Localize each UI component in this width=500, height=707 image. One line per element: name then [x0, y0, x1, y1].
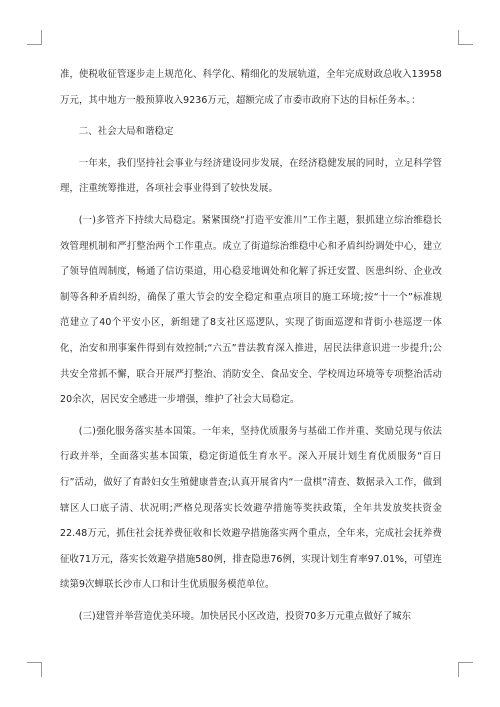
paragraph-stability-measures: (一)多管齐下持续大局稳定。紧紧围绕“打造平安淮川”工作主题，狠抓建立综治维稳长效管理机制和严打整治两个工作重点。成立了街道综治维稳中心和矛盾纠纷调处中心，建立了领导值周制度，畅通了信访渠道，用心稳妥地调处和化解了拆迁安置、医患纠纷、企业改制等各种矛盾纠纷，确保了重大节会的安全稳定和重点项目的施工环境;按“十一个”标准规范建立了40个平安小区，新组建了8支社区巡逻队，实现了街面巡逻和背街小巷巡逻一体化，治安和刑事案件得到有效控制;“六五”普法教育深入推进，居民法律意识进一步提升;公共安全常抓不懈，联合开展严打整治、消防安全、食品安全、学校周边环境等专项整治活动20余次，居民安全感进一步增强，维护了社会大局稳定。 [60, 214, 442, 406]
section-heading-social-stability: 二、社会大局和谐稳定 [78, 126, 174, 138]
paragraph-environment: (三)建管并举营造优美环境。加快居民小区改造，投资70多万元重点做好了城东 [78, 610, 412, 622]
crop-mark-top-right [458, 30, 473, 45]
crop-mark-bottom-left [27, 662, 42, 677]
paragraph-family-planning: (二)强化服务落实基本国策。一年来，坚持优质服务与基础工作并重、奖励兑现与依法行政并举，全面落实基本国策，稳定街道低生育水平。深入开展计划生育优质服务“百日行”活动，做好了育龄妇女生殖健康普查;认真开展省内“一盘棋”清查、数据录入工作，做到辖区人口底子清、状况明;严格兑现落实长效避孕措施等奖扶政策，全年共发放奖扶资金22.48万元，抓住社会抚养费征收和长效避孕措施落实两个重点，全年来，完成社会抚养费征收71万元，落实长效避孕措施580例，排查隐患76例，实现计划生育率97.01%，可望连续第9次蝉联长沙市人口和计生优质服务模范单位。 [60, 425, 443, 591]
crop-mark-top-left [27, 30, 42, 45]
paragraph-social-overview: 一年来，我们坚持社会事业与经济建设同步发展，在经济稳健发展的同时，立足科学管理，注重统筹推进，各项社会事业得到了较快发展。 [60, 157, 442, 195]
document-body [60, 62, 442, 635]
paragraph-revenue-summary: 准，使税收征管逐步走上规范化、科学化、精细化的发展轨道，全年完成财政总收入13958万元，其中地方一般预算收入9236万元，超额完成了市委市政府下达的目标任务本。： [60, 69, 442, 106]
crop-mark-bottom-right [458, 662, 473, 677]
